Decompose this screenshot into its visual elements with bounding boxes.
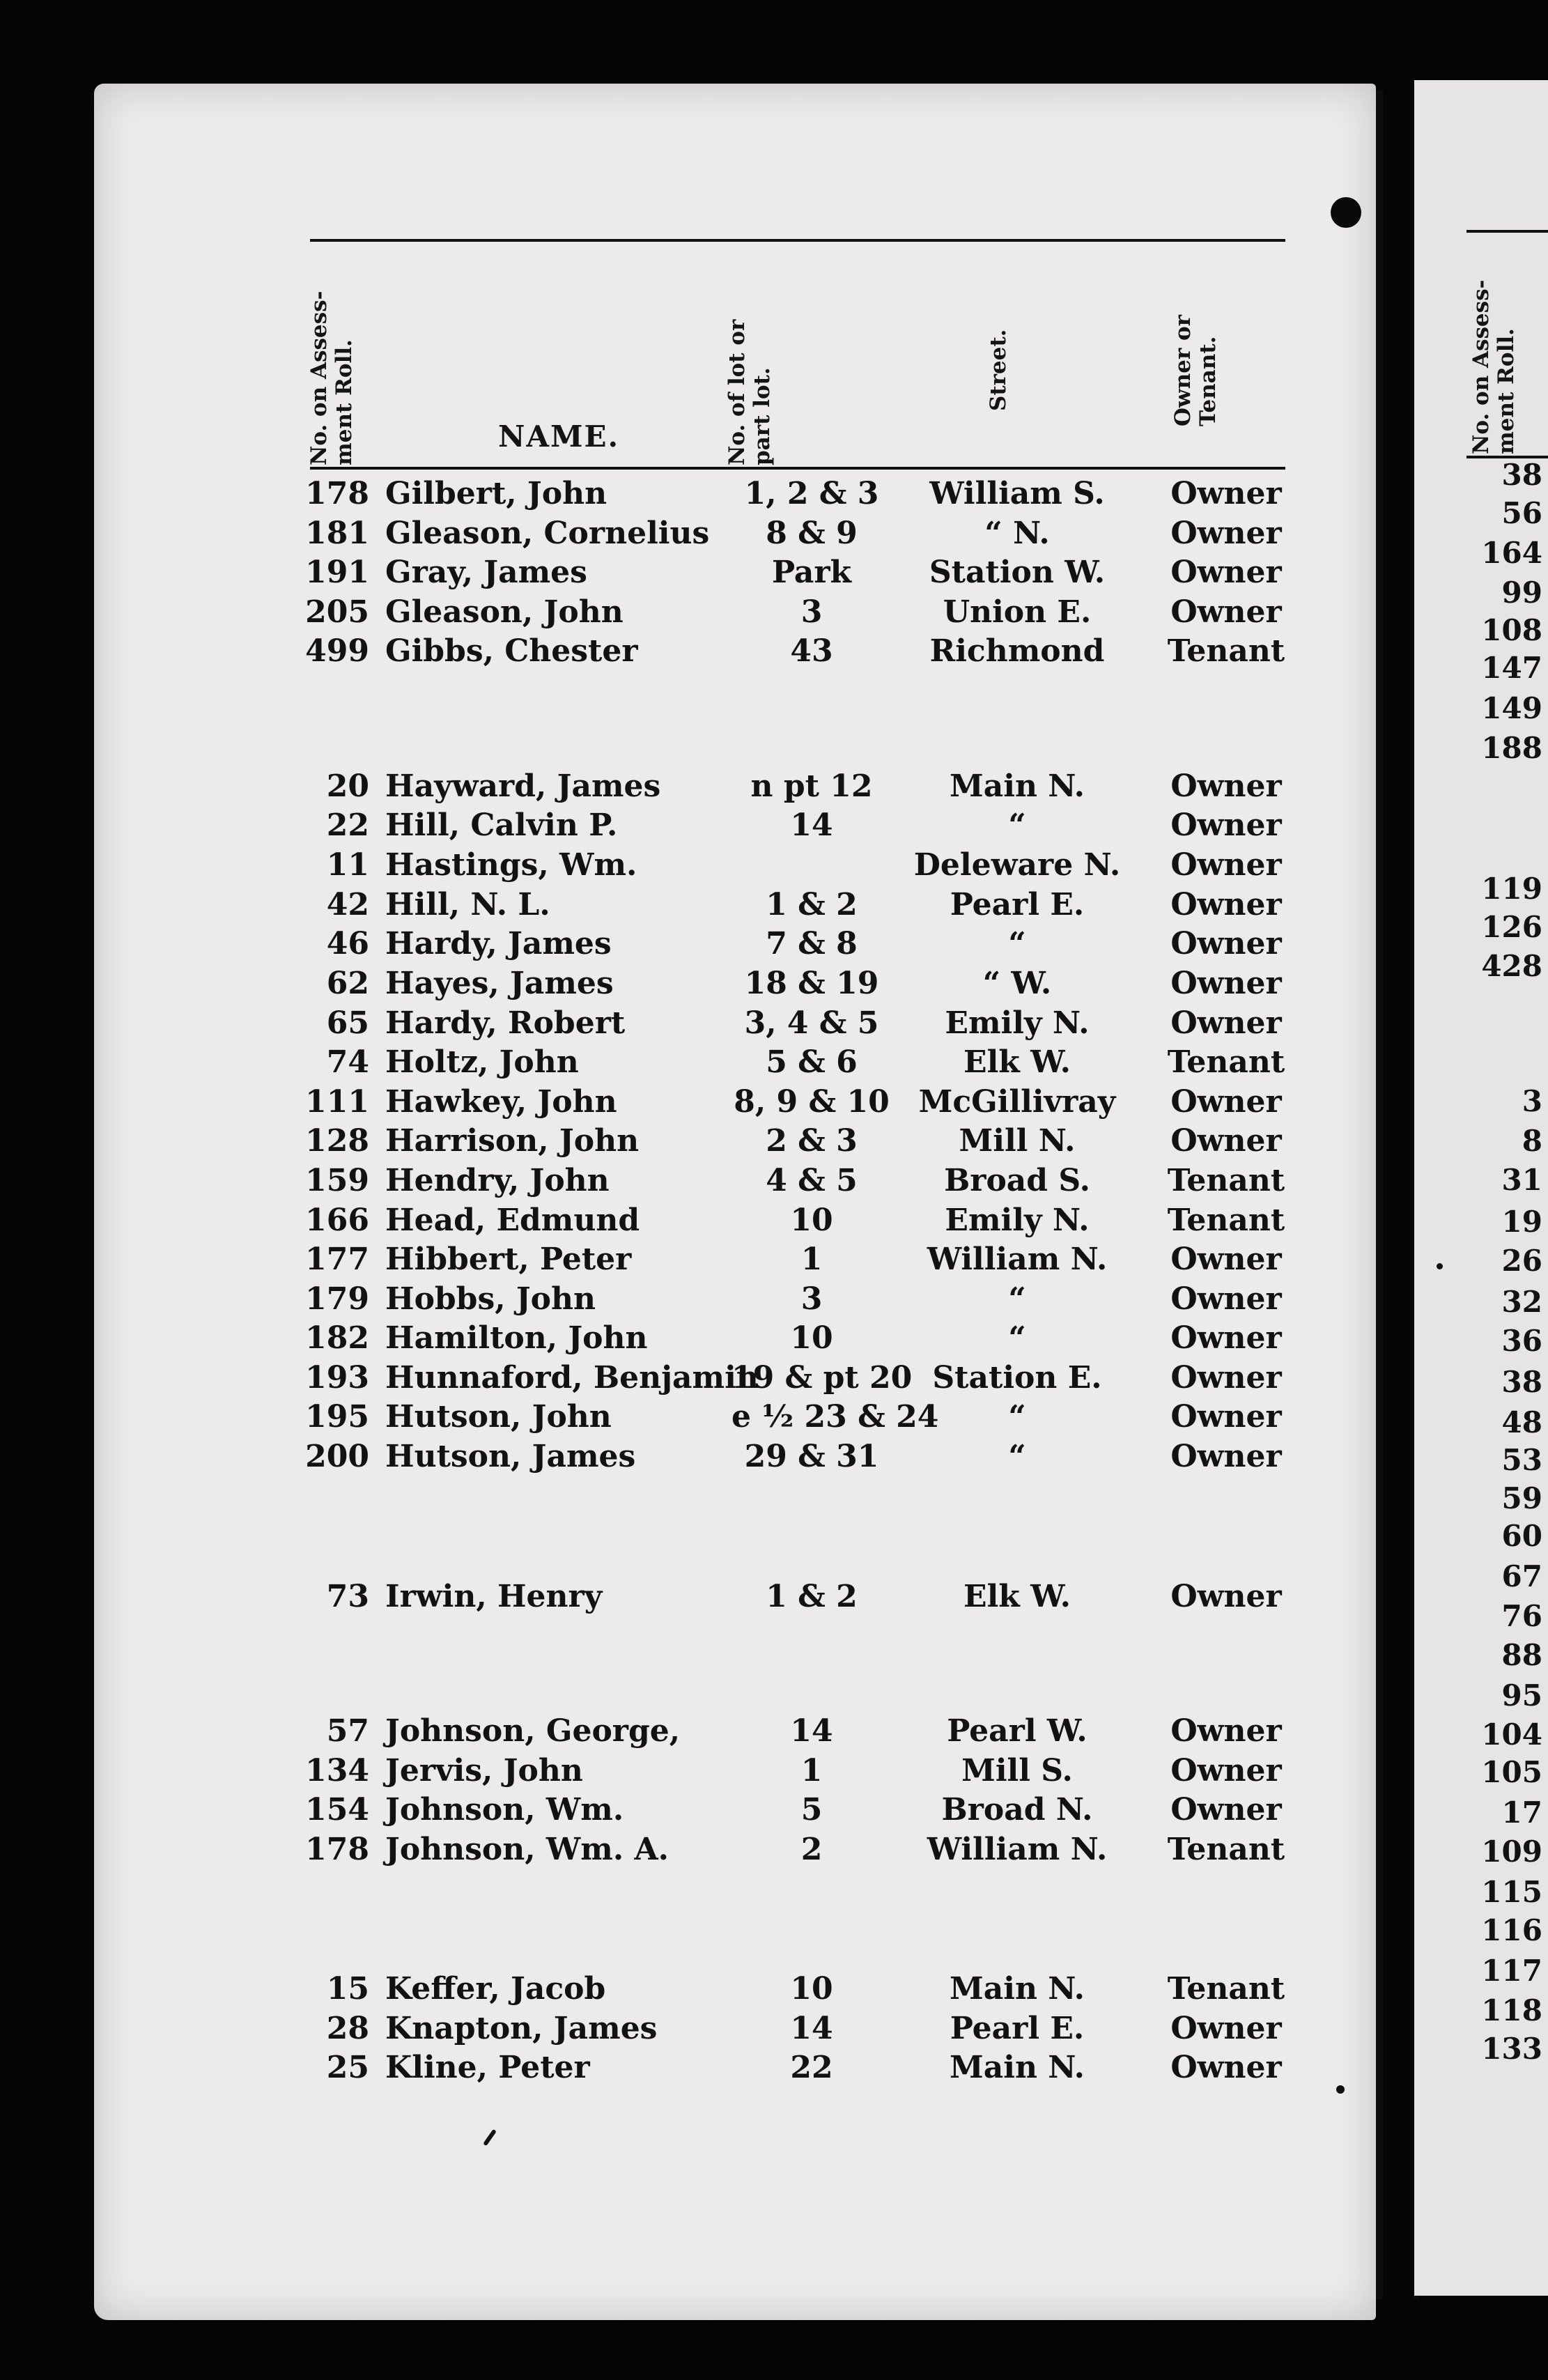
right-roll-number: 108 xyxy=(1481,613,1542,647)
roll-number: 159 xyxy=(305,1163,369,1198)
right-roll-number: 95 xyxy=(1501,1678,1542,1713)
owner-or-tenant: Owner xyxy=(1170,476,1282,511)
street-name: Deleware N. xyxy=(913,847,1121,883)
owner-name: Hendry, John xyxy=(385,1163,610,1198)
street-name: “ xyxy=(1008,926,1026,961)
owner-name: Gibbs, Chester xyxy=(385,633,638,669)
owner-or-tenant: Owner xyxy=(1170,1320,1282,1356)
roll-number: 193 xyxy=(305,1360,369,1396)
roll-number: 195 xyxy=(305,1399,369,1435)
owner-or-tenant: Owner xyxy=(1170,2011,1282,2046)
street-name: Elk W. xyxy=(963,1044,1071,1080)
owner-name: Gleason, Cornelius xyxy=(385,516,710,551)
lot-number: 18 & 19 xyxy=(744,966,879,1001)
lot-number: 14 xyxy=(790,1713,833,1749)
roll-number: 25 xyxy=(326,2050,369,2085)
table-row xyxy=(0,1577,1324,1616)
table-row xyxy=(0,1437,1324,1476)
roll-number: 177 xyxy=(305,1242,369,1277)
roll-number: 73 xyxy=(326,1579,369,1614)
owner-name: Harrison, John xyxy=(385,1123,640,1159)
right-roll-number: 118 xyxy=(1481,1993,1542,2027)
owner-or-tenant: Owner xyxy=(1170,926,1282,961)
owner-name: Holtz, John xyxy=(385,1044,579,1080)
owner-name: Hutson, John xyxy=(385,1399,612,1435)
roll-number: 191 xyxy=(305,555,369,590)
street-name: Pearl E. xyxy=(950,887,1085,922)
right-roll-number: 19 xyxy=(1501,1205,1542,1239)
table-row xyxy=(0,2048,1324,2087)
owner-name: Johnson, George, xyxy=(385,1713,681,1749)
right-roll-number: 36 xyxy=(1501,1324,1542,1358)
owner-name: Hawkey, John xyxy=(385,1084,617,1120)
street-name: Mill N. xyxy=(959,1123,1076,1159)
owner-or-tenant: Owner xyxy=(1170,1399,1282,1435)
street-name: Broad S. xyxy=(944,1163,1090,1198)
right-roll-number: 115 xyxy=(1481,1875,1542,1909)
owner-or-tenant: Owner xyxy=(1170,555,1282,590)
table-row xyxy=(0,767,1324,806)
table-row xyxy=(0,1359,1324,1398)
owner-or-tenant: Owner xyxy=(1170,847,1282,883)
street-name: William N. xyxy=(927,1832,1108,1867)
right-roll-number: 53 xyxy=(1501,1443,1542,1477)
scan-speck xyxy=(1437,1263,1443,1269)
roll-number: 182 xyxy=(305,1320,369,1356)
owner-name: Hardy, James xyxy=(385,926,612,961)
street-name: Main N. xyxy=(950,768,1085,804)
lot-number: 14 xyxy=(790,2011,833,2046)
header-roll-no: No. on Assess- ment Roll. xyxy=(307,291,357,465)
street-name: Emily N. xyxy=(945,1005,1090,1041)
owner-name: Hill, Calvin P. xyxy=(385,808,618,843)
owner-name: Hayes, James xyxy=(385,966,614,1001)
owner-name: Knapton, James xyxy=(385,2011,658,2046)
lot-number: 4 & 5 xyxy=(766,1163,858,1198)
right-roll-number: 56 xyxy=(1501,496,1542,530)
owner-name: Gray, James xyxy=(385,555,587,590)
lot-number: 5 & 6 xyxy=(766,1044,858,1080)
street-name: “ xyxy=(1008,1281,1026,1317)
right-roll-number: 60 xyxy=(1501,1519,1542,1553)
lot-number: 19 & pt 20 xyxy=(732,1360,913,1396)
right-roll-number: 164 xyxy=(1481,536,1542,570)
owner-name: Head, Edmund xyxy=(385,1203,640,1238)
street-name: “ xyxy=(1008,808,1026,843)
owner-or-tenant: Tenant xyxy=(1167,633,1285,669)
lot-number: 8 & 9 xyxy=(766,516,858,551)
owner-name: Hunnaford, Benjamin xyxy=(385,1360,759,1396)
table-row xyxy=(0,1240,1324,1279)
roll-number: 46 xyxy=(326,926,369,961)
right-roll-number: 26 xyxy=(1501,1244,1542,1278)
owner-name: Gleason, John xyxy=(385,594,624,630)
right-roll-number: 38 xyxy=(1501,458,1542,492)
owner-name: Hobbs, John xyxy=(385,1281,596,1317)
header-lot: No. of lot or part lot. xyxy=(725,319,775,465)
lot-number: 43 xyxy=(790,633,833,669)
owner-or-tenant: Owner xyxy=(1170,516,1282,551)
street-name: “ xyxy=(1008,1320,1026,1356)
right-roll-number: 119 xyxy=(1481,872,1542,906)
owner-or-tenant: Owner xyxy=(1170,1084,1282,1120)
table-row xyxy=(0,632,1324,671)
owner-name: Hayward, James xyxy=(385,768,661,804)
table-row xyxy=(0,514,1324,553)
owner-or-tenant: Owner xyxy=(1170,1792,1282,1828)
right-roll-number: 133 xyxy=(1481,2032,1542,2066)
owner-or-tenant: Owner xyxy=(1170,768,1282,804)
owner-name: Hastings, Wm. xyxy=(385,847,637,883)
roll-number: 154 xyxy=(305,1792,369,1828)
street-name: Broad N. xyxy=(941,1792,1093,1828)
owner-name: Hibbert, Peter xyxy=(385,1242,632,1277)
roll-number: 178 xyxy=(305,476,369,511)
lot-number: Park xyxy=(771,555,852,590)
right-roll-number: 99 xyxy=(1501,575,1542,610)
owner-or-tenant: Owner xyxy=(1170,1713,1282,1749)
header-street: Street. xyxy=(986,329,1011,411)
right-roll-number: 38 xyxy=(1501,1365,1542,1399)
lot-number: 1 & 2 xyxy=(766,1579,858,1614)
right-roll-number: 76 xyxy=(1501,1599,1542,1633)
scan-speck xyxy=(1336,2085,1345,2094)
right-roll-number: 126 xyxy=(1481,910,1542,944)
lot-number: 10 xyxy=(790,1971,833,2007)
owner-or-tenant: Tenant xyxy=(1167,1971,1285,2007)
roll-number: 178 xyxy=(305,1832,369,1867)
owner-name: Hardy, Robert xyxy=(385,1005,626,1041)
lot-number: 7 & 8 xyxy=(766,926,858,961)
right-roll-number: 8 xyxy=(1522,1124,1542,1158)
street-name: Main N. xyxy=(950,1971,1085,2007)
table-row xyxy=(0,1398,1324,1437)
owner-or-tenant: Owner xyxy=(1170,594,1282,630)
roll-number: 20 xyxy=(326,768,369,804)
right-roll-number: 67 xyxy=(1501,1559,1542,1593)
street-name: Main N. xyxy=(950,2050,1085,2085)
lot-number: 3 xyxy=(800,594,823,630)
owner-or-tenant: Owner xyxy=(1170,1439,1282,1474)
lot-number: 10 xyxy=(790,1203,833,1238)
owner-or-tenant: Owner xyxy=(1170,1579,1282,1614)
roll-number: 200 xyxy=(305,1439,369,1474)
lot-number: 3 xyxy=(800,1281,823,1317)
roll-number: 28 xyxy=(326,2011,369,2046)
lot-number: 22 xyxy=(790,2050,833,2085)
street-name: William N. xyxy=(927,1242,1108,1277)
table-row xyxy=(0,925,1324,964)
street-name: “ xyxy=(1008,1399,1026,1435)
street-name: Pearl W. xyxy=(947,1713,1088,1749)
binding-hole xyxy=(1331,197,1361,228)
header-bottom-rule xyxy=(310,467,1285,470)
right-roll-number: 3 xyxy=(1522,1084,1542,1118)
lot-number: 29 & 31 xyxy=(744,1439,879,1474)
street-name: Station E. xyxy=(932,1360,1102,1396)
owner-or-tenant: Owner xyxy=(1170,1281,1282,1317)
owner-or-tenant: Owner xyxy=(1170,966,1282,1001)
roll-number: 111 xyxy=(305,1084,369,1120)
owner-name: Johnson, Wm. A. xyxy=(385,1832,669,1867)
street-name: Richmond xyxy=(929,633,1105,669)
owner-or-tenant: Owner xyxy=(1170,1360,1282,1396)
right-roll-number: 149 xyxy=(1481,691,1542,725)
right-roll-number: 105 xyxy=(1481,1755,1542,1789)
lot-number: 1 xyxy=(800,1242,823,1277)
right-roll-number: 109 xyxy=(1481,1834,1542,1869)
owner-name: Johnson, Wm. xyxy=(385,1792,624,1828)
right-roll-number: 428 xyxy=(1481,949,1542,983)
lot-number: n pt 12 xyxy=(750,768,873,804)
street-name: Mill S. xyxy=(961,1753,1073,1788)
owner-name: Hamilton, John xyxy=(385,1320,648,1356)
roll-number: 42 xyxy=(326,887,369,922)
lot-number: 1 xyxy=(800,1753,823,1788)
right-roll-number: 59 xyxy=(1501,1481,1542,1515)
owner-or-tenant: Owner xyxy=(1170,887,1282,922)
table-row xyxy=(0,1122,1324,1161)
owner-name: Keffer, Jacob xyxy=(385,1971,606,2007)
roll-number: 128 xyxy=(305,1123,369,1159)
lot-number: 1 & 2 xyxy=(766,887,858,922)
table-row xyxy=(0,1712,1324,1751)
owner-name: Gilbert, John xyxy=(385,476,607,511)
owner-or-tenant: Owner xyxy=(1170,808,1282,843)
owner-name: Kline, Peter xyxy=(385,2050,590,2085)
street-name: Emily N. xyxy=(945,1203,1090,1238)
header-top-rule xyxy=(310,239,1285,242)
table-row xyxy=(0,964,1324,1003)
street-name: “ N. xyxy=(984,516,1050,551)
lot-number: 5 xyxy=(800,1792,823,1828)
owner-or-tenant: Tenant xyxy=(1167,1163,1285,1198)
table-row xyxy=(0,1083,1324,1122)
roll-number: 65 xyxy=(326,1005,369,1041)
owner-name: Jervis, John xyxy=(385,1753,583,1788)
street-name: Union E. xyxy=(943,594,1092,630)
table-row xyxy=(0,1319,1324,1358)
roll-number: 205 xyxy=(305,594,369,630)
street-name: McGillivray xyxy=(918,1084,1116,1120)
right-roll-number: 116 xyxy=(1481,1913,1542,1947)
street-name: “ W. xyxy=(982,966,1052,1001)
table-row xyxy=(0,474,1324,513)
table-row xyxy=(0,1752,1324,1791)
header-owner-tenant: Owner or Tenant. xyxy=(1170,314,1221,426)
owner-or-tenant: Owner xyxy=(1170,1242,1282,1277)
street-name: Pearl E. xyxy=(950,2011,1085,2046)
right-roll-number: 32 xyxy=(1501,1285,1542,1319)
street-name: Elk W. xyxy=(963,1579,1071,1614)
page-gutter xyxy=(1376,91,1383,2299)
owner-name: Hill, N. L. xyxy=(385,887,550,922)
owner-name: Irwin, Henry xyxy=(385,1579,603,1614)
table-row xyxy=(0,1970,1324,2009)
table-row xyxy=(0,806,1324,845)
table-row xyxy=(0,1004,1324,1043)
table-row xyxy=(0,553,1324,592)
owner-or-tenant: Tenant xyxy=(1167,1203,1285,1238)
table-row xyxy=(0,1043,1324,1082)
owner-or-tenant: Owner xyxy=(1170,1005,1282,1041)
table-row xyxy=(0,1830,1324,1869)
lot-number: 10 xyxy=(790,1320,833,1356)
right-roll-number: 31 xyxy=(1501,1163,1542,1197)
roll-number: 166 xyxy=(305,1203,369,1238)
right-header-roll-no: No. on Assess- ment Roll. xyxy=(1469,279,1519,454)
lot-number: 1, 2 & 3 xyxy=(744,476,879,511)
right-roll-number: 104 xyxy=(1481,1717,1542,1752)
header-name: NAME. xyxy=(498,419,620,454)
roll-number: 499 xyxy=(305,633,369,669)
right-roll-number: 88 xyxy=(1501,1638,1542,1672)
roll-number: 15 xyxy=(326,1971,369,2007)
table-row xyxy=(0,846,1324,885)
roll-number: 179 xyxy=(305,1281,369,1317)
right-header-top-rule xyxy=(1466,230,1548,233)
right-roll-number: 117 xyxy=(1481,1954,1542,1988)
street-name: William S. xyxy=(929,476,1105,511)
roll-number: 11 xyxy=(326,847,369,883)
owner-or-tenant: Owner xyxy=(1170,1123,1282,1159)
owner-or-tenant: Tenant xyxy=(1167,1044,1285,1080)
table-row xyxy=(0,1791,1324,1830)
table-row xyxy=(0,593,1324,632)
roll-number: 74 xyxy=(326,1044,369,1080)
table-row xyxy=(0,886,1324,925)
lot-number: 3, 4 & 5 xyxy=(744,1005,879,1041)
table-row xyxy=(0,1280,1324,1319)
owner-or-tenant: Tenant xyxy=(1167,1832,1285,1867)
table-row xyxy=(0,2009,1324,2048)
lot-number: 14 xyxy=(790,808,833,843)
owner-or-tenant: Owner xyxy=(1170,1753,1282,1788)
lot-number: 2 xyxy=(800,1832,823,1867)
street-name: Station W. xyxy=(929,555,1106,590)
table-row xyxy=(0,1161,1324,1200)
right-roll-number: 48 xyxy=(1501,1405,1542,1439)
roll-number: 57 xyxy=(326,1713,369,1749)
roll-number: 134 xyxy=(305,1753,369,1788)
right-roll-number: 188 xyxy=(1481,731,1542,765)
lot-number: 8, 9 & 10 xyxy=(734,1084,890,1120)
right-roll-number: 147 xyxy=(1481,651,1542,685)
table-row xyxy=(0,1201,1324,1240)
roll-number: 62 xyxy=(326,966,369,1001)
owner-name: Hutson, James xyxy=(385,1439,636,1474)
roll-number: 22 xyxy=(326,808,369,843)
lot-number: e ½ 23 & 24 xyxy=(732,1399,939,1435)
owner-or-tenant: Owner xyxy=(1170,2050,1282,2085)
lot-number: 2 & 3 xyxy=(766,1123,858,1159)
roll-number: 181 xyxy=(305,516,369,551)
right-roll-number: 17 xyxy=(1501,1795,1542,1830)
street-name: “ xyxy=(1008,1439,1026,1474)
